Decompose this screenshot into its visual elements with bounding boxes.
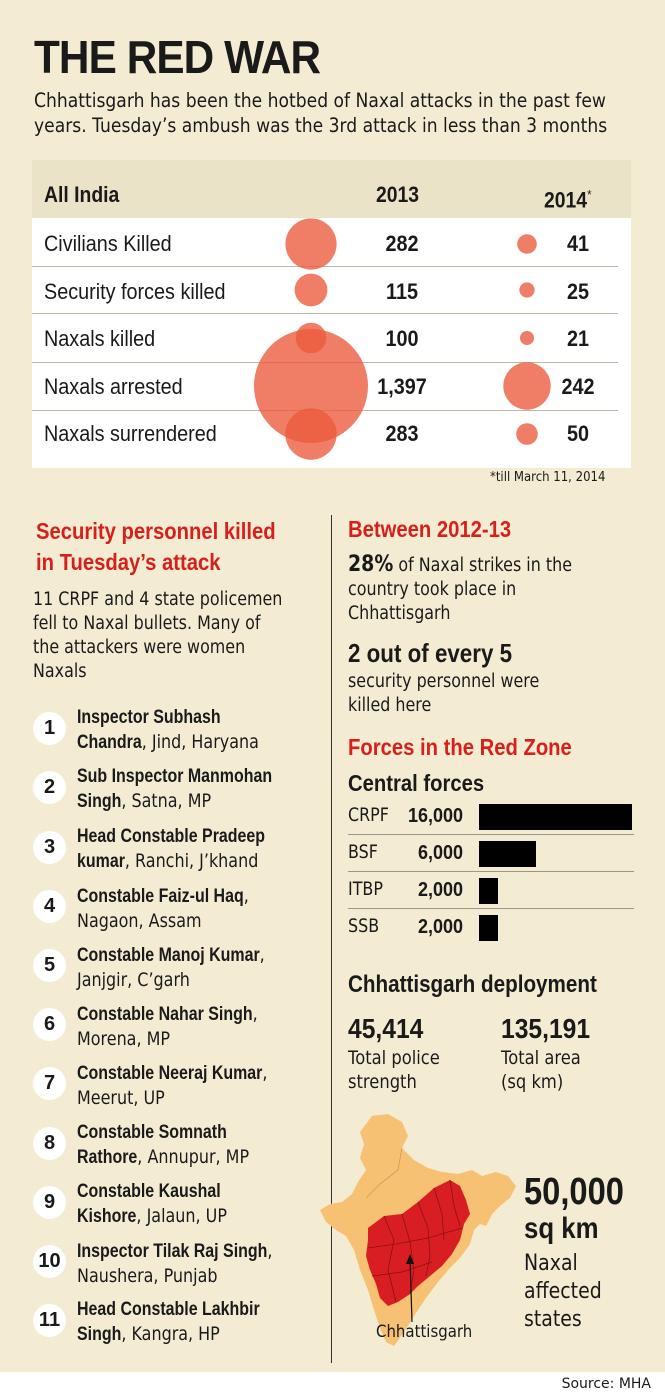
victim-name — [77, 1002, 292, 1052]
victim-line — [77, 1180, 227, 1204]
bubble-2013-0 — [285, 218, 336, 269]
victim-rank-name: Head Constable Lakhbir — [77, 1299, 260, 1320]
victim-punct: , — [252, 1003, 258, 1025]
subtitle-line: years. Tuesday’s ambush was the 3rd attack in less than 3 months — [34, 114, 608, 137]
victim-rank-name: Constable Faiz-ul Haq — [77, 886, 244, 907]
ratio-text — [348, 670, 539, 718]
victim-line — [77, 1322, 260, 1347]
victim-place: Meerut, UP — [77, 1087, 165, 1109]
header-2014: 2014* — [544, 187, 592, 213]
victim-rank-name: Constable Somnath — [77, 1122, 227, 1143]
row-label-civilians: Civilians Killed — [44, 231, 172, 256]
victim-punct: , — [243, 885, 249, 907]
table-footnote: *till March 11, 2014 — [490, 470, 606, 485]
pct-line — [348, 553, 572, 578]
victim-name-cont: Kishore — [77, 1206, 137, 1227]
value-2014: 25 — [566, 279, 590, 304]
force-value: 16,000 — [407, 805, 463, 827]
victim-number: 3 — [33, 831, 66, 864]
victim-name — [77, 1298, 295, 1347]
victim-place: , Jind, Haryana — [141, 731, 259, 753]
victim-punct: , — [262, 1062, 268, 1084]
victim-line — [77, 1061, 267, 1086]
value-2014: 242 — [561, 374, 595, 399]
row-label-naxals-killed: Naxals killed — [44, 326, 156, 351]
affected-unit: sq km — [524, 1212, 599, 1245]
victim-number: 5 — [33, 949, 66, 982]
value-2014: 41 — [566, 231, 590, 256]
ratio-line: killed here — [348, 695, 432, 716]
victim-line — [77, 1264, 272, 1289]
left-intro-line: Naxals — [33, 661, 87, 682]
victim-name-cont: Rathore — [77, 1147, 138, 1168]
victim-rank-name: Constable Neeraj Kumar — [77, 1063, 263, 1084]
pct-line: country took place in — [348, 579, 517, 600]
victim-item — [33, 1239, 333, 1295]
force-value: 2,000 — [417, 916, 463, 938]
victim-rank-name: Inspector Tilak Raj Singh — [77, 1241, 268, 1262]
victim-line — [77, 1239, 272, 1264]
victim-place: Naushera, Punjab — [77, 1265, 218, 1287]
victim-line — [77, 789, 272, 814]
subtitle-line: Chhattisgarh has been the hotbed of Naxal attacks in the past few — [34, 89, 606, 112]
affected-value: 50,000 — [524, 1171, 624, 1213]
victim-place: , Satna, MP — [121, 790, 212, 812]
victim-item — [33, 884, 333, 940]
victim-number: 2 — [33, 771, 66, 804]
bubble-2014-3 — [503, 362, 550, 409]
ratio-line: security personnel were — [348, 671, 540, 692]
victim-line — [77, 968, 265, 993]
victim-item — [33, 943, 333, 999]
area-stat — [501, 1012, 602, 1094]
stats-table — [32, 160, 631, 468]
bubble-2014-4 — [516, 423, 538, 445]
victim-punct: , — [267, 1240, 273, 1262]
victim-line — [77, 1145, 249, 1170]
victim-line — [77, 1121, 249, 1145]
bubble-2013-4 — [285, 408, 336, 459]
india-map — [310, 1110, 530, 1350]
left-intro-line: fell to Naxal bullets. Many of — [33, 613, 261, 634]
victim-rank-name: Sub Inspector Manmohan — [77, 766, 273, 787]
value-2013: 100 — [385, 326, 419, 351]
force-row — [348, 872, 634, 909]
victim-number: 8 — [33, 1127, 66, 1160]
force-name: ITBP — [348, 879, 383, 900]
victim-punct: , — [259, 944, 265, 966]
victim-name-cont: kumar — [77, 851, 125, 872]
left-heading — [36, 516, 276, 578]
victim-name — [77, 706, 294, 755]
force-bar — [479, 804, 632, 830]
force-value: 2,000 — [417, 879, 463, 901]
victim-line — [77, 909, 249, 934]
victim-rank-name: Constable Kaushal — [77, 1181, 221, 1202]
victim-item — [33, 825, 333, 881]
victim-place: Nagaon, Assam — [77, 910, 202, 932]
affected-area — [524, 1172, 640, 1334]
victim-name — [77, 825, 301, 874]
victim-name-cont: Singh — [77, 791, 122, 812]
left-intro-line: the attackers were women — [33, 637, 246, 658]
bubble-2014-2 — [520, 331, 534, 345]
source-bar — [0, 1372, 665, 1400]
victim-place: , Kangra, HP — [121, 1323, 220, 1345]
pct-value: 28% — [348, 552, 394, 577]
victim-name — [77, 765, 309, 814]
victim-item — [33, 1061, 333, 1117]
map-label-chhattisgarh: Chhattisgarh — [376, 1322, 473, 1342]
force-value: 6,000 — [417, 842, 463, 864]
victim-place: , Jalaun, UP — [136, 1205, 227, 1227]
header-2014-mark: * — [587, 187, 592, 202]
force-row — [348, 835, 634, 872]
victim-line — [77, 765, 272, 789]
row-label-naxals-surrendered: Naxals surrendered — [44, 421, 217, 446]
victim-name-cont: Singh — [77, 1324, 122, 1345]
central-forces-heading: Central forces — [348, 770, 485, 796]
force-name: CRPF — [348, 805, 389, 826]
bubble-2014-1 — [519, 282, 534, 297]
value-2013: 283 — [385, 421, 419, 446]
force-row — [348, 909, 634, 946]
area-label: (sq km) — [501, 1071, 564, 1093]
pct-line: Chhattisgarh — [348, 603, 451, 624]
victim-number: 11 — [33, 1304, 66, 1337]
left-heading-line: Security personnel killed — [36, 518, 276, 544]
affected-label — [524, 1250, 624, 1334]
victim-number: 4 — [33, 890, 66, 923]
victim-line — [77, 1002, 258, 1027]
victim-item — [33, 1121, 333, 1177]
victim-line — [77, 706, 259, 730]
header-all-india: All India — [44, 182, 120, 207]
row-label-naxals-arrested: Naxals arrested — [44, 374, 183, 399]
victim-name-cont: Chandra — [77, 732, 142, 753]
value-2013: 282 — [385, 231, 419, 256]
victim-place: , Ranchi, J’khand — [124, 850, 259, 872]
victim-name — [77, 1061, 304, 1111]
victim-place: Janjgir, C’garh — [77, 969, 190, 991]
area-value: 135,191 — [501, 1013, 591, 1044]
affected-label-line: affected — [524, 1279, 602, 1304]
value-2014: 21 — [566, 326, 590, 351]
forces-heading: Forces in the Red Zone — [348, 734, 572, 760]
value-2013: 115 — [386, 279, 418, 304]
victim-name — [77, 1239, 310, 1289]
victim-line — [77, 1298, 260, 1322]
victim-rank-name: Constable Nahar Singh — [77, 1004, 253, 1025]
victim-item — [33, 1298, 333, 1354]
victim-rank-name: Constable Manoj Kumar — [77, 945, 260, 966]
victim-name — [77, 943, 301, 993]
pct-text: of Naxal strikes in the — [393, 555, 572, 576]
police-label: Total police — [348, 1047, 440, 1069]
force-bar — [479, 878, 498, 904]
pct-block — [348, 553, 572, 626]
victim-number: 6 — [33, 1008, 66, 1041]
page-title: THE RED WAR — [34, 31, 321, 83]
victim-line — [77, 730, 259, 755]
victim-line — [77, 884, 249, 909]
victim-item — [33, 706, 333, 762]
victim-item — [33, 765, 333, 821]
victim-number: 1 — [33, 712, 66, 745]
police-label: strength — [348, 1071, 417, 1093]
force-name: SSB — [348, 916, 380, 937]
left-intro-line: 11 CRPF and 4 state policemen — [33, 589, 283, 610]
victim-place: , Annupur, MP — [137, 1146, 250, 1168]
affected-label-line: Naxal — [524, 1251, 578, 1276]
deployment-heading: Chhattisgarh deployment — [348, 971, 597, 998]
subtitle — [34, 88, 650, 138]
victim-name — [77, 884, 282, 934]
victim-rank-name: Inspector Subhash — [77, 707, 221, 728]
police-stat — [348, 1012, 455, 1094]
victim-item — [33, 1002, 333, 1058]
victim-line — [77, 825, 265, 849]
victim-number: 10 — [33, 1245, 66, 1278]
ratio-value: 2 out of every 5 — [348, 638, 513, 668]
victim-line — [77, 943, 265, 968]
victim-name — [77, 1121, 282, 1170]
force-name: BSF — [348, 842, 378, 863]
bubble-2013-1 — [295, 274, 328, 307]
victim-line — [77, 1204, 227, 1229]
victim-item — [33, 1180, 333, 1236]
force-row — [348, 798, 634, 835]
between-heading: Between 2012-13 — [348, 516, 512, 542]
affected-label-line: states — [524, 1307, 582, 1332]
source-note: Source: MHA — [561, 1376, 651, 1392]
victim-number: 9 — [33, 1186, 66, 1219]
victim-line — [77, 849, 265, 874]
victim-place: Morena, MP — [77, 1028, 171, 1050]
victim-line — [77, 1086, 267, 1111]
header-2013: 2013 — [376, 182, 420, 207]
victim-line — [77, 1027, 258, 1052]
force-bar — [479, 915, 498, 941]
victim-number: 7 — [33, 1067, 66, 1100]
bubble-2014-0 — [517, 234, 537, 254]
area-label: Total area — [501, 1047, 581, 1069]
force-bar — [479, 841, 536, 867]
value-2013: 1,397 — [377, 374, 427, 399]
value-2014: 50 — [566, 421, 590, 446]
victim-name — [77, 1180, 256, 1229]
row-label-security: Security forces killed — [44, 279, 226, 304]
left-heading-line: in Tuesday’s attack — [36, 549, 221, 575]
left-intro — [33, 588, 282, 684]
victim-rank-name: Head Constable Pradeep — [77, 826, 266, 847]
police-value: 45,414 — [348, 1013, 424, 1044]
